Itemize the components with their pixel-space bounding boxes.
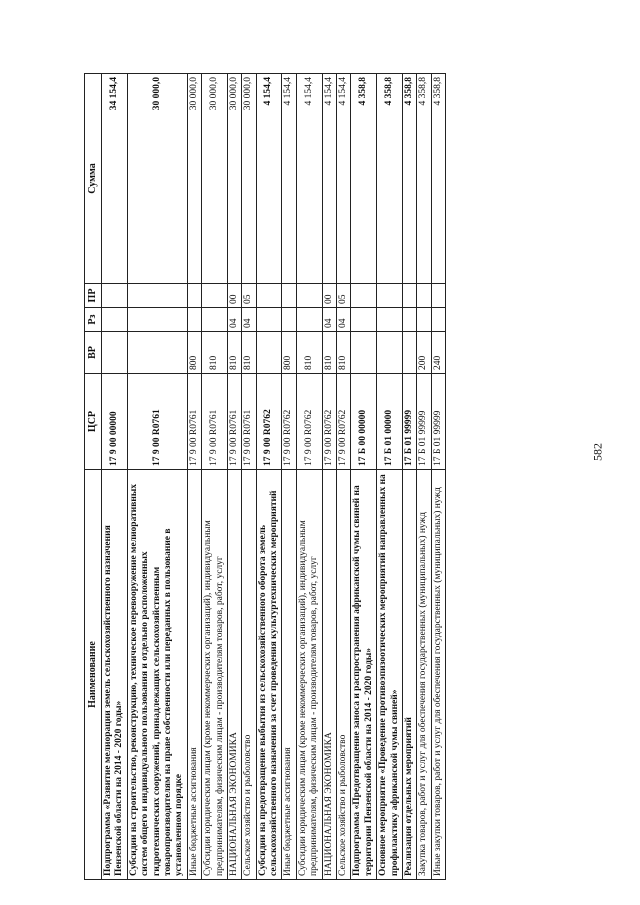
header-sum: Сумма	[85, 74, 102, 284]
cell-csr: 17 9 00 R0762	[296, 374, 322, 470]
cell-rz	[102, 308, 128, 332]
cell-pr: 00	[322, 284, 336, 308]
cell-csr: 17 Б 01 99999	[417, 374, 431, 470]
cell-name: Основное мероприятие «Проведение противоэпизоотических мероприятий направленных на профилактику африканской чумы свиней»	[377, 470, 403, 880]
cell-rz	[202, 308, 228, 332]
table-row	[256, 74, 282, 880]
cell-csr: 17 9 00 R0761	[227, 374, 241, 470]
cell-pr	[127, 284, 187, 308]
cell-sum: 4 154,4	[256, 74, 282, 284]
table-header	[85, 74, 102, 880]
rotated-table-frame	[84, 74, 560, 880]
cell-rz	[417, 308, 431, 332]
cell-csr: 17 9 00 R0762	[282, 374, 296, 470]
cell-vr: 240	[431, 332, 445, 374]
cell-csr: 17 9 00 R0761	[127, 374, 187, 470]
page-number: 582	[590, 443, 605, 461]
cell-vr: 810	[322, 332, 336, 374]
cell-rz: 04	[242, 308, 256, 332]
cell-rz	[256, 308, 282, 332]
header-vr: ВР	[85, 332, 102, 374]
table-row	[417, 74, 431, 880]
cell-csr: 17 9 00 R0762	[256, 374, 282, 470]
rotated-table-container	[84, 74, 560, 880]
cell-vr	[402, 332, 416, 374]
header-pr: ПР	[85, 284, 102, 308]
cell-csr: 17 Б 01 99999	[402, 374, 416, 470]
table-row	[242, 74, 256, 880]
cell-name: Иные бюджетные ассигнования	[187, 470, 201, 880]
cell-sum: 30 000,0	[227, 74, 241, 284]
cell-vr: 800	[282, 332, 296, 374]
cell-vr: 800	[187, 332, 201, 374]
cell-pr: 05	[242, 284, 256, 308]
budget-table	[84, 73, 446, 880]
cell-name: Подпрограмма «Развитие мелиорации земель сельскохозяйственного назначения Пензенской области на 2014 - 2020 годы»	[102, 470, 128, 880]
cell-pr	[202, 284, 228, 308]
cell-vr: 200	[417, 332, 431, 374]
cell-vr: 810	[296, 332, 322, 374]
cell-vr: 810	[337, 332, 351, 374]
cell-sum: 4 154,4	[322, 74, 336, 284]
cell-pr	[296, 284, 322, 308]
cell-rz	[431, 308, 445, 332]
cell-vr	[377, 332, 403, 374]
cell-pr	[402, 284, 416, 308]
header-csr: ЦСР	[85, 374, 102, 470]
cell-rz: 04	[227, 308, 241, 332]
cell-sum: 4 154,4	[296, 74, 322, 284]
cell-pr	[417, 284, 431, 308]
cell-csr: 17 9 00 R0762	[337, 374, 351, 470]
cell-name: Сельское хозяйство и рыболовство	[337, 470, 351, 880]
cell-sum: 4 358,8	[351, 74, 377, 284]
table-row	[187, 74, 201, 880]
cell-sum: 4 154,4	[282, 74, 296, 284]
cell-pr	[102, 284, 128, 308]
cell-pr	[256, 284, 282, 308]
table-body	[102, 74, 446, 880]
cell-pr: 00	[227, 284, 241, 308]
cell-sum: 30 000,0	[242, 74, 256, 284]
cell-sum: 4 358,8	[417, 74, 431, 284]
cell-csr: 17 Б 01 99999	[431, 374, 445, 470]
cell-csr: 17 9 00 R0761	[187, 374, 201, 470]
cell-name: НАЦИОНАЛЬНАЯ ЭКОНОМИКА	[227, 470, 241, 880]
cell-pr	[351, 284, 377, 308]
header-row	[85, 74, 102, 880]
cell-csr: 17 9 00 00000	[102, 374, 128, 470]
cell-sum: 4 358,8	[431, 74, 445, 284]
cell-rz	[187, 308, 201, 332]
table-row	[402, 74, 416, 880]
table-row	[322, 74, 336, 880]
header-rz: Рз	[85, 308, 102, 332]
table-row	[377, 74, 403, 880]
cell-vr	[256, 332, 282, 374]
cell-name: НАЦИОНАЛЬНАЯ ЭКОНОМИКА	[322, 470, 336, 880]
cell-name: Субсидии на строительство, реконструкцию, техническое перевооружение мелиоративных систем общего и индивидуального пользования и отдельно расположенных гидротехнических сооружений, принадлежащих сельскохозяйственным товаропроизводителям на праве собственности или переданных в пользование в установленном порядке	[127, 470, 187, 880]
table-row	[102, 74, 128, 880]
cell-csr: 17 Б 01 00000	[377, 374, 403, 470]
cell-name: Сельское хозяйство и рыболовство	[242, 470, 256, 880]
header-name: Наименование	[85, 470, 102, 880]
cell-vr	[127, 332, 187, 374]
cell-sum: 34 154,4	[102, 74, 128, 284]
cell-name: Иные закупки товаров, работ и услуг для обеспечения государственных (муниципальных) нужд	[431, 470, 445, 880]
cell-pr	[282, 284, 296, 308]
cell-vr	[351, 332, 377, 374]
cell-name: Субсидии юридическим лицам (кроме некоммерческих организаций), индивидуальным предпринимателям, физическим лицам - производителям товаров, работ, услуг	[202, 470, 228, 880]
cell-rz	[377, 308, 403, 332]
cell-name: Закупка товаров, работ и услуг для обеспечения государственных (муниципальных) нужд	[417, 470, 431, 880]
cell-csr: 17 9 00 R0761	[242, 374, 256, 470]
cell-vr: 810	[242, 332, 256, 374]
cell-sum: 4 358,8	[402, 74, 416, 284]
cell-pr: 05	[337, 284, 351, 308]
table-row	[337, 74, 351, 880]
table-row	[127, 74, 187, 880]
table-row	[296, 74, 322, 880]
cell-name: Иные бюджетные ассигнования	[282, 470, 296, 880]
cell-name: Реализация отдельных мероприятий	[402, 470, 416, 880]
cell-vr: 810	[227, 332, 241, 374]
cell-csr: 17 9 00 R0762	[322, 374, 336, 470]
cell-rz	[127, 308, 187, 332]
cell-csr: 17 9 00 R0761	[202, 374, 228, 470]
table-row	[227, 74, 241, 880]
table-row	[431, 74, 445, 880]
table-row	[282, 74, 296, 880]
cell-pr	[431, 284, 445, 308]
cell-rz	[282, 308, 296, 332]
cell-sum: 4 358,8	[377, 74, 403, 284]
cell-pr	[377, 284, 403, 308]
cell-sum: 30 000,0	[187, 74, 201, 284]
table-row	[351, 74, 377, 880]
cell-csr: 17 Б 00 00000	[351, 374, 377, 470]
cell-sum: 30 000,0	[127, 74, 187, 284]
table-row	[202, 74, 228, 880]
cell-pr	[187, 284, 201, 308]
cell-vr: 810	[202, 332, 228, 374]
cell-rz	[351, 308, 377, 332]
cell-name: Подпрограмма «Предотвращение заноса и распространения африканской чумы свиней на территории Пензенской области на 2014 - 2020 годы»	[351, 470, 377, 880]
cell-name: Субсидии юридическим лицам (кроме некоммерческих организаций), индивидуальным предпринимателям, физическим лицам - производителям товаров, работ, услуг	[296, 470, 322, 880]
cell-name: Субсидии на предотвращение выбытия из сельскохозяйственного оборота земель сельскохозяйственного назначения за счет проведения культуртехнических мероприятий	[256, 470, 282, 880]
cell-rz	[296, 308, 322, 332]
cell-sum: 4 154,4	[337, 74, 351, 284]
cell-sum: 30 000,0	[202, 74, 228, 284]
cell-vr	[102, 332, 128, 374]
cell-rz: 04	[337, 308, 351, 332]
cell-rz	[402, 308, 416, 332]
cell-rz: 04	[322, 308, 336, 332]
